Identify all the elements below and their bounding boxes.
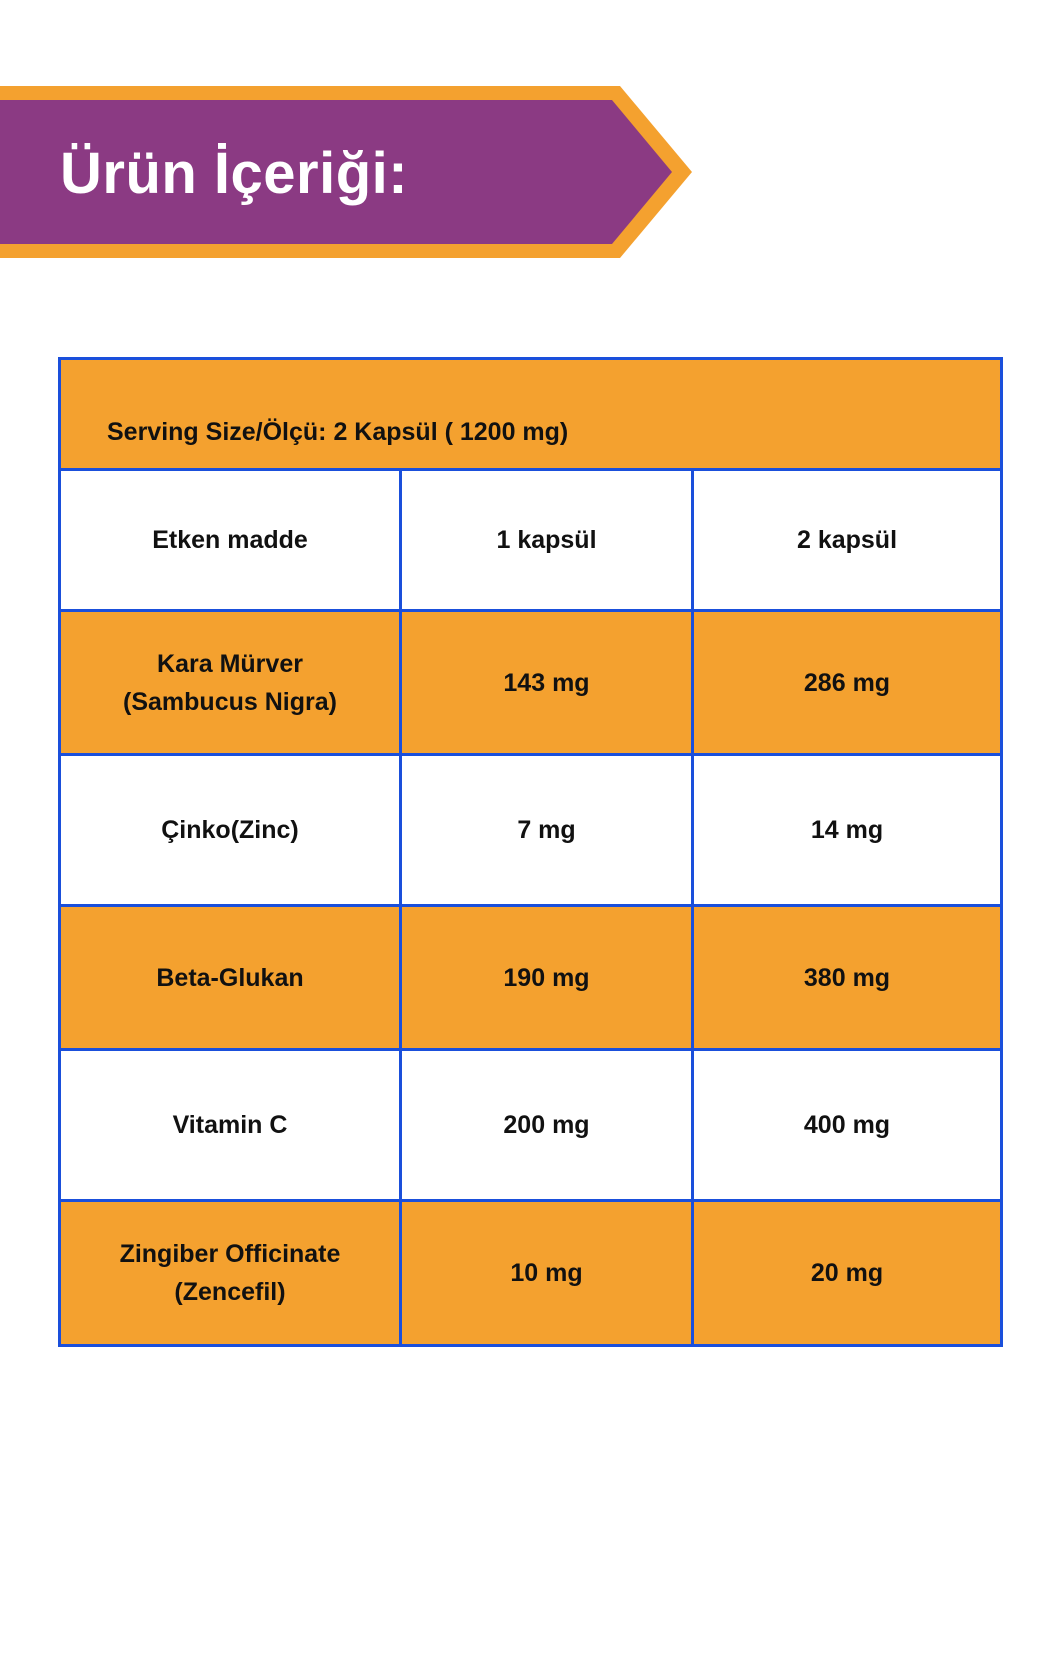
ingredient-name: Beta-Glukan [61, 907, 402, 1048]
header-ingredient: Etken madde [61, 471, 402, 609]
ingredient-name: Zingiber Officinate (Zencefil) [61, 1202, 402, 1344]
table-row [61, 907, 1000, 1051]
title-banner [0, 86, 700, 262]
amount-1-capsule: 200 mg [402, 1051, 694, 1199]
header-1-capsule: 1 kapsül [402, 471, 694, 609]
ingredients-table [58, 357, 1003, 1347]
amount-2-capsules: 20 mg [810, 1259, 884, 1287]
table-header-row [61, 471, 1000, 612]
amount-1-capsule: 190 mg [402, 907, 694, 1048]
amount-1-capsule: 10 mg [402, 1202, 694, 1344]
amount-1-capsule: 7 mg [402, 756, 694, 904]
amount-2-capsules: 400 mg [803, 1111, 891, 1139]
amount-2-capsules: 286 mg [803, 668, 891, 697]
amount-2-capsules: 380 mg [803, 963, 891, 992]
ingredient-name: Kara Mürver (Sambucus Nigra) [61, 612, 402, 753]
amount-2-capsules: 14 mg [810, 816, 884, 844]
amount-1-capsule: 143 mg [402, 612, 694, 753]
ingredient-name: Vitamin C [61, 1051, 402, 1199]
header-2-capsules: 2 kapsül [796, 526, 898, 554]
ingredient-name: Çinko(Zinc) [61, 756, 402, 904]
serving-size-row [61, 360, 1000, 471]
table-row [61, 756, 1000, 907]
page-title: Ürün İçeriği: [60, 141, 409, 206]
serving-size-text: Serving Size/Ölçü: 2 Kapsül ( 1200 mg) [107, 418, 569, 446]
table-row [61, 1051, 1000, 1202]
table-row [61, 612, 1000, 756]
table-row [61, 1202, 1000, 1344]
